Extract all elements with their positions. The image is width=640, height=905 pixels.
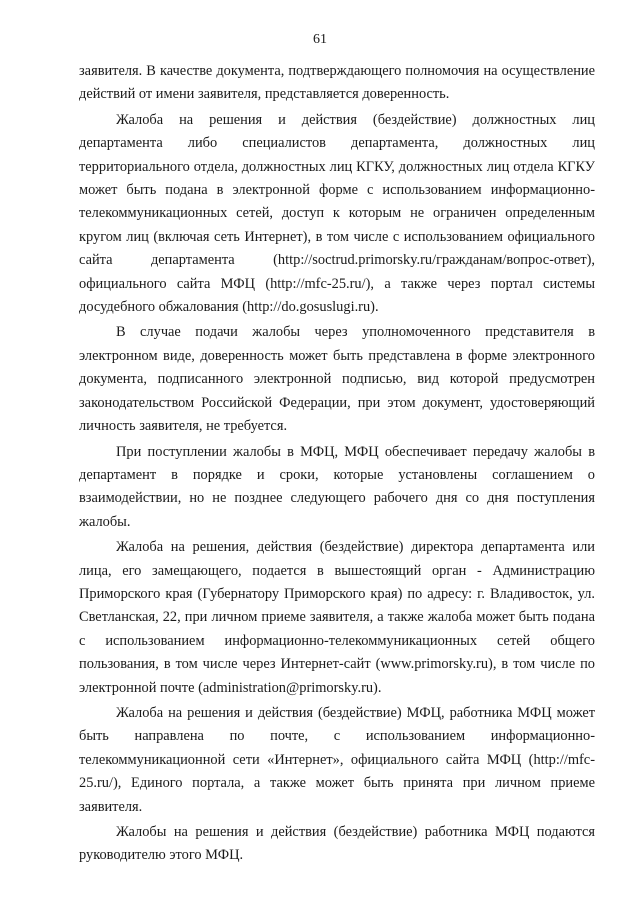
document-body (79, 60, 595, 868)
paragraph-mfc-worker-complaint: Жалобы на решения и действия (бездействие) работника МФЦ подаются руководителю этого МФЦ. (79, 824, 595, 864)
paragraph-mfc-transfer: При поступлении жалобы в МФЦ, МФЦ обеспечивает передачу жалобы в департамент в порядке и сроки, которые установлены соглашением о взаимодействии, но не позднее следующего рабочего дня со дня поступления жалобы. (79, 443, 595, 530)
paragraph-director-complaint: Жалоба на решения, действия (бездействие) директора департамента или лица, его замещающего, подается в вышестоящий орган - Администрацию Приморского края (Губернатору Приморского края) по адресу: г. Владивосток, ул. Светланская, 22, при личном приеме заявителя, а также жалоба может быть подана с использованием информационно-телекоммуникационных сетей общего пользования, в том числе через Интернет-сайт (www.primorsky.ru), в том числе по электронной почте (administration@primorsky.ru). (79, 539, 595, 696)
paragraph-representative: В случае подачи жалобы через уполномоченного представителя в электронном виде, доверенность может быть представлена в форме электронного документа, подписанного электронной подписью, вид которой предусмотрен законодательством Российской Федерации, при этом документ, удостоверяющий личность заявителя, не требуется. (79, 324, 595, 435)
page-number: 61 (313, 32, 327, 47)
paragraph-mfc-complaint: Жалоба на решения и действия (бездействие) МФЦ, работника МФЦ может быть направлена по почте, с использованием информационно-телекоммуникационной сети «Интернет», официального сайта МФЦ (http://mfc-25.ru/), Единого портала, а также может быть принята при личном приеме заявителя. (79, 704, 595, 815)
paragraph-continuation: заявителя. В качестве документа, подтверждающего полномочия на осуществление действий от имени заявителя, представляется доверенность. (79, 63, 595, 103)
paragraph-electronic-complaint: Жалоба на решения и действия (бездействие) должностных лиц департамента либо специалистов департамента, должностных лиц территориального отдела, должностных лиц КГКУ, должностных лиц отдела КГКУ может быть подана в электронной форме с использованием информационно-телекоммуникационных сетей, доступ к которым не ограничен определенным кругом лиц (включая сеть Интернет), в том числе с использованием официального сайта департамента (http://soctrud.primorsky.ru/гражданам/вопрос-ответ), официального сайта МФЦ (http://mfc-25.ru/), а также через портал системы досудебного обжалования (http://do.gosuslugi.ru). (79, 111, 595, 316)
